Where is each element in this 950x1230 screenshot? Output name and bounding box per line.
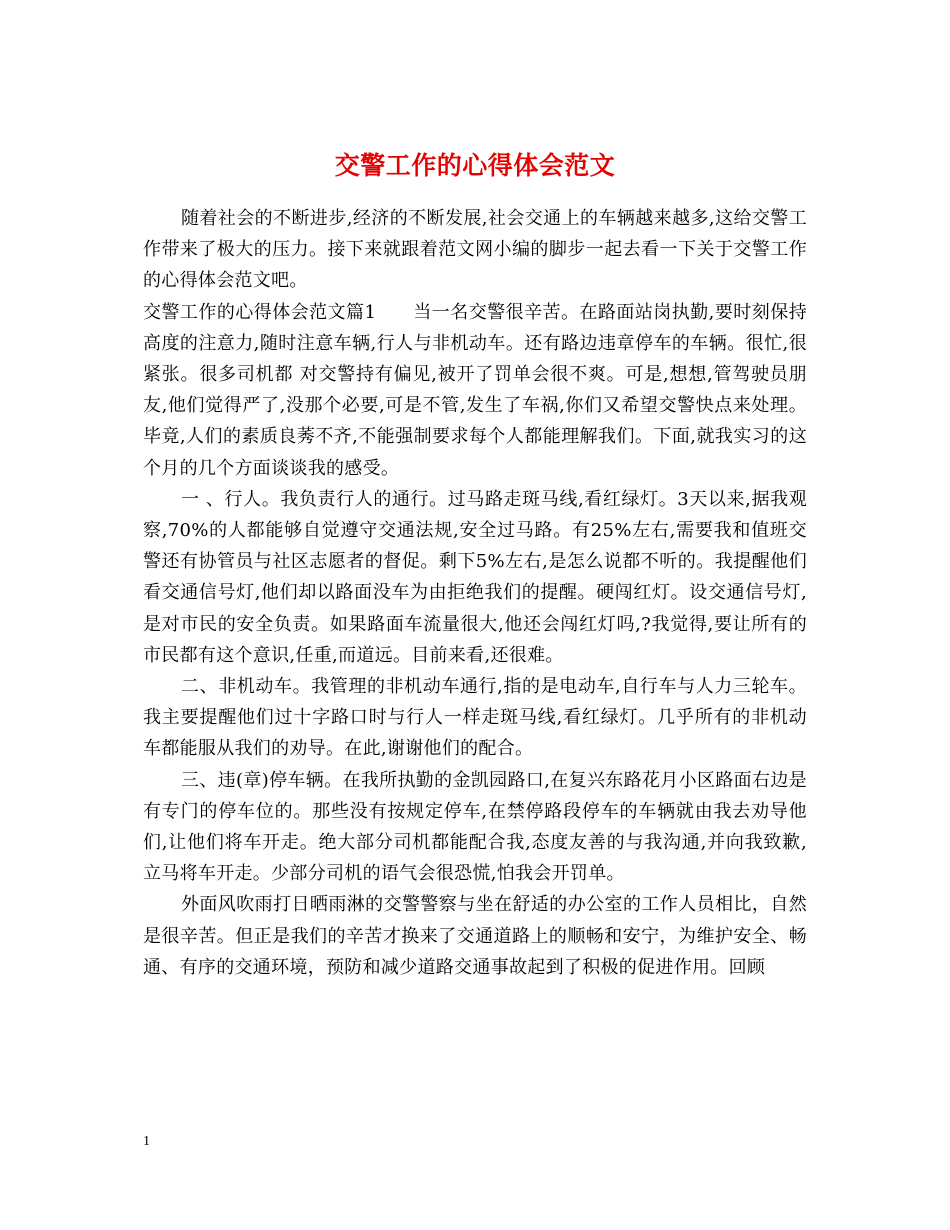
closing-paragraph: 外面风吹雨打日晒雨淋的交警警察与坐在舒适的办公室的工作人员相比，自然是很辛苦。但正是我们的辛苦才换来了交通道路上的顺畅和安宁，为维护安全、畅通、有序的交通环境，预防和减少道路交通事故起到了积极的促进作用。回顾 [143, 894, 807, 978]
intro-paragraph: 随着社会的不断进步,经济的不断发展,社会交通上的车辆越来越多,这给交警工作带来了极大的压力。接下来就跟着范文网小编的脚步一起去看一下关于交警工作的心得体会范文吧。 [143, 208, 807, 292]
essay-one-opening-paragraph: 交警工作的心得体会范文篇1 当一名交警很辛苦。在路面站岗执勤,要时刻保持高度的注意力,随时注意车辆,行人与非机动车。还有路边违章停车的车辆。很忙,很紧张。很多司机都 对交警持有偏见,被开了罚单会很不爽。可是,想想,管驾驶员朋友,他们觉得严了,没那个必要,可是不管,发生了车祸,你们又希望交警快点来处理。毕竟,人们的素质良莠不齐,不能强制要求每个人都能理解我们。下面,就我实习的这个月的几个方面谈谈我的感受。 [143, 301, 807, 479]
document-body [143, 203, 807, 983]
pedestrians-paragraph: 一 、行人。我负责行人的通行。过马路走斑马线,看红绿灯。3天以来,据我观察,70%的人都能够自觉遵守交通法规,安全过马路。有25%左右,需要我和值班交警还有协管员与社区志愿者的督促。剩下5%左右,是怎么说都不听的。我提醒他们看交通信号灯,他们却以路面没车为由拒绝我们的提醒。硬闯红灯。设交通信号灯,是对市民的安全负责。如果路面车流量很大,他还会闯红灯吗,?我觉得,要让所有的市民都有这个意识,任重,而道远。目前来看,还很难。 [143, 488, 807, 666]
non-motor-vehicles-paragraph: 二、非机动车。我管理的非机动车通行,指的是电动车,自行车与人力三轮车。我主要提醒他们过十字路口时与行人一样走斑马线,看红绿灯。几乎所有的非机动车都能服从我们的劝导。在此,谢谢他们的配合。 [143, 676, 807, 760]
illegal-parking-paragraph: 三、违(章)停车辆。在我所执勤的金凯园路口,在复兴东路花月小区路面右边是有专门的停车位的。那些没有按规定停车,在禁停路段停车的车辆就由我去劝导他们,让他们将车开走。绝大部分司机都能配合我,态度友善的与我沟通,并向我致歉,立马将车开走。少部分司机的语气会很恐慌,怕我会开罚单。 [143, 769, 807, 885]
document-title: 交警工作的心得体会范文 [334, 150, 616, 180]
page-number: 1 [143, 1134, 150, 1149]
